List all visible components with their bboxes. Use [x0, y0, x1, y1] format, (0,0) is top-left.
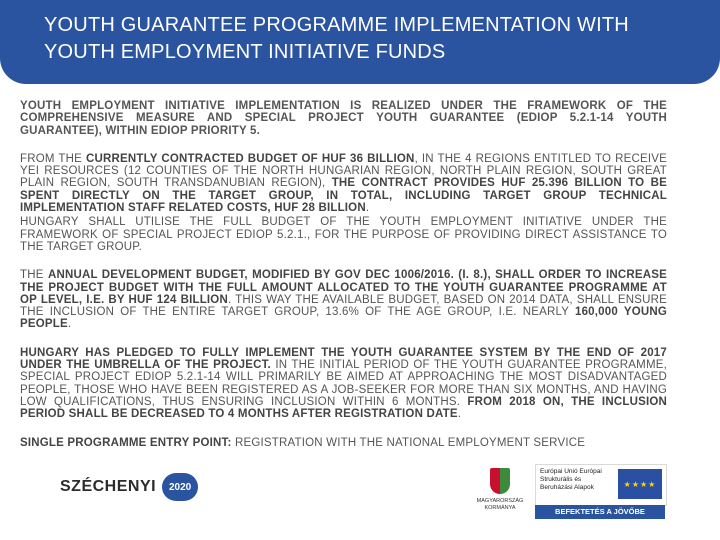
p2-text-e: .: [365, 202, 370, 215]
eu-text: Európai Unió Európai Strukturális és Beruházási Alapok: [540, 468, 602, 491]
paragraph-6: [20, 437, 667, 449]
p4-text-e: .: [67, 318, 72, 331]
paragraph-1: YOUTH EMPLOYMENT INITIATIVE IMPLEMENTATION IS REALIZED UNDER THE FRAMEWORK OF THE COMPREHENSIVE MEASURE AND SPECIAL PROJECT YOUTH GUARANTEE (EDIOP 5.2.1-14 YOUTH GUARANTEE), WITHIN EDIOP PRIORITY 5.: [20, 100, 667, 137]
p5-bold-pledge: HUNGARY HAS PLEDGED TO FULLY IMPLEMENT THE YOUTH GUARANTEE SYSTEM BY THE END OF 2017 UNDER THE UMBRELLA OF THE PROJECT.: [20, 346, 667, 372]
paragraph-5: [20, 347, 667, 421]
year-badge: 2020: [162, 473, 198, 501]
government-crest-logo: [470, 468, 530, 528]
eu-logo: [535, 464, 667, 506]
paragraph-4: [20, 269, 667, 330]
p4-bold-people: 160,000 YOUNG PEOPLE: [20, 306, 667, 331]
p4-text-c: . THIS WAY THE AVAILABLE BUDGET, BASED ON 2014 DATA, SHALL ENSURE THE INCLUSION OF THE ENTIRE TARGET GROUP, 13.6% OF THE AGE GROUP, I.E. NEARLY: [20, 293, 667, 319]
p2-bold-budget: CURRENTLY CONTRACTED BUDGET OF HUF 36 BILLION: [85, 152, 415, 165]
p6-text-b: REGISTRATION WITH THE NATIONAL EMPLOYMENT SERVICE: [231, 436, 586, 449]
p2-text-a: FROM THE: [20, 152, 86, 165]
szechenyi-wordmark: SZÉCHENYI: [60, 478, 157, 495]
title-banner: [0, 0, 720, 84]
page-title: YOUTH GUARANTEE PROGRAMME IMPLEMENTATION WITH YOUTH EMPLOYMENT INITIATIVE FUNDS: [44, 14, 629, 63]
paragraph-3: HUNGARY SHALL UTILISE THE FULL BUDGET OF THE YOUTH EMPLOYMENT INITIATIVE UNDER THE FRAMEWORK OF SPECIAL PROJECT EDIOP 5.2.1., FOR THE PURPOSE OF PROVIDING DIRECT ASSISTANCE TO THE TARGET GROUP.: [20, 216, 667, 253]
szechenyi-logo: [60, 476, 198, 498]
paragraph-2: [20, 153, 667, 214]
invest-banner: BEFEKTETÉS A JÖVŐBE: [535, 505, 665, 519]
p6-bold-entry: SINGLE PROGRAMME ENTRY POINT:: [20, 436, 232, 449]
slide-body: [20, 100, 667, 449]
p4-text-a: THE: [20, 269, 48, 282]
p2-text-c: , IN THE 4 REGIONS ENTITLED TO RECEIVE YEI RESOURCES (12 COUNTIES OF THE NORTH HUNGARIAN REGION, NORTH PLAIN REGION, SOUTH GREAT PLAIN REGION, SOUTH TRANSDANUBIAN REGION),: [20, 152, 667, 190]
crest-shield-icon: [490, 468, 510, 494]
p5-text-d: .: [457, 408, 462, 421]
crest-label: MAGYARORSZÁG KORMÁNYA: [476, 498, 524, 511]
eu-flag-icon: ★★★★: [618, 469, 662, 499]
p5-bold-period: FROM 2018 ON, THE INCLUSION PERIOD SHALL BE DECREASED TO 4 MONTHS AFTER REGISTRATION DATE: [20, 395, 667, 421]
p5-text-b: IN THE INITIAL PERIOD OF THE YOUTH GUARANTEE PROGRAMME, SPECIAL PROJECT EDIOP 5.2.1-14 WILL PRIMARILY BE AIMED AT APPROACHING THE MOST DISADVANTAGED PEOPLE, THOSE WHO HAVE BEEN REGISTERED AS A JOB-SEEKER FOR MORE THAN SIX MONTHS, AND HAVING LOW QUALIFICATIONS, THUS ENSURING INCLUSION WITHIN 6 MONTHS.: [20, 359, 667, 408]
p2-bold-contract: THE CONTRACT PROVIDES HUF 25.396 BILLION TO BE SPENT DIRECTLY ON THE TARGET GROUP, IN TOTAL, INCLUDING TARGET GROUP TECHNICAL IMPLEMENTATION STAFF RELATED COSTS, HUF 28 BILLION: [20, 177, 667, 215]
p4-bold-budget: ANNUAL DEVELOPMENT BUDGET, MODIFIED BY GOV DEC 1006/2016. (I. 8.), SHALL ORDER TO INCREASE THE PROJECT BUDGET WITH THE FULL AMOUNT ALLOCATED TO THE YOUTH GUARANTEE PROGRAMME AT OP LEVEL, I.E. BY HUF 124 BILLION: [20, 269, 668, 306]
